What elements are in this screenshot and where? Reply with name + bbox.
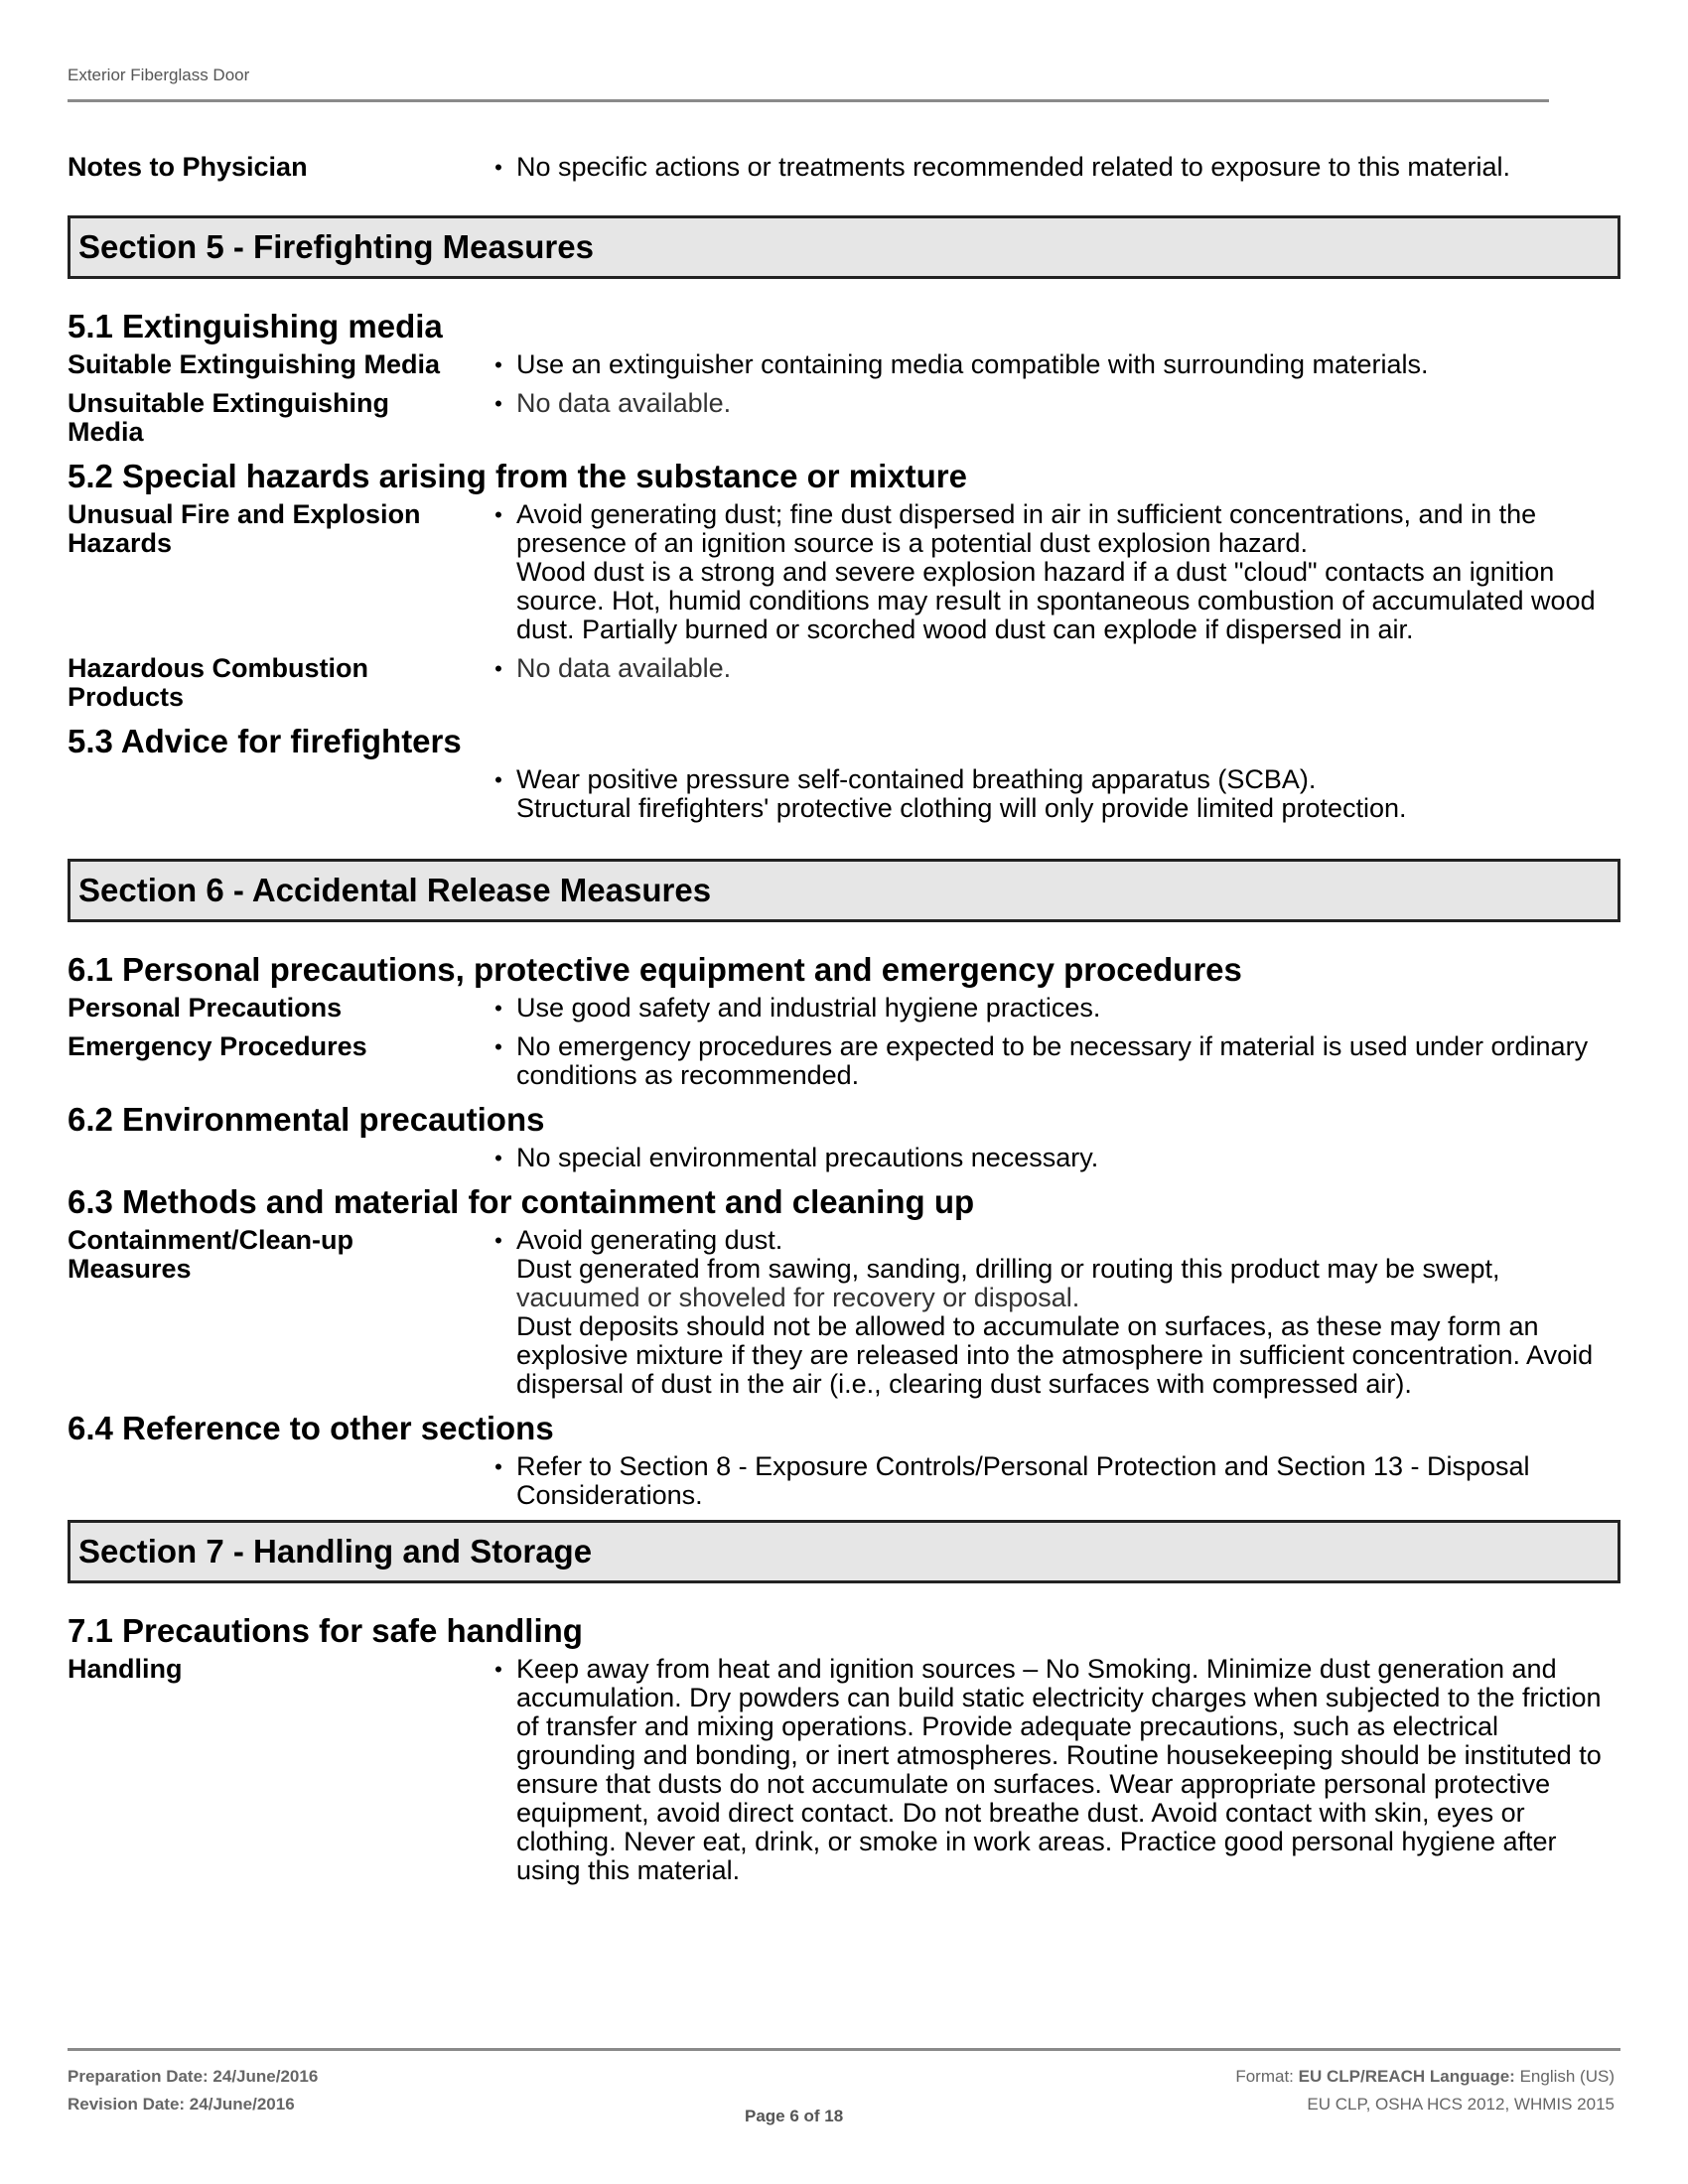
bullet-icon: • (494, 352, 502, 377)
label-line: Hazards (68, 528, 173, 558)
paragraph: Structural firefighters' protective clothing will only provide limited protection. (516, 793, 1407, 823)
label-line: Unsuitable Extinguishing (68, 388, 390, 418)
unsuitable-media-row (68, 389, 1620, 447)
field-label (68, 654, 481, 712)
label-line: Products (68, 682, 185, 712)
document-body (68, 153, 1620, 1895)
label-line: Unusual Fire and Explosion (68, 499, 421, 529)
field-label (68, 1226, 481, 1399)
field-label (68, 500, 481, 644)
label-line: Containment/Clean-up (68, 1225, 353, 1255)
bullet-icon: • (494, 155, 502, 180)
format-label: Format: (1235, 2067, 1294, 2086)
paragraph: Avoid generating dust. (516, 1225, 783, 1255)
subsection-5-3-heading: 5.3 Advice for firefighters (68, 723, 462, 759)
field-value: No special environmental precautions necessary. (516, 1143, 1099, 1172)
sds-page (68, 0, 1620, 2184)
reference-sections-row (68, 1452, 1620, 1510)
label-line: Hazardous Combustion (68, 653, 369, 683)
subsection-5-2-heading: 5.2 Special hazards arising from the substance or mixture (68, 458, 967, 494)
suitable-media-row (68, 350, 1620, 379)
header-divider (68, 99, 1549, 102)
field-value: No data available. (516, 388, 732, 418)
bullet-icon: • (494, 1146, 502, 1170)
format-language-line (1235, 2063, 1615, 2091)
bullet-icon: • (494, 1228, 502, 1253)
bullet-icon: • (494, 767, 502, 792)
subsection-7-1-heading: 7.1 Precautions for safe handling (68, 1612, 583, 1649)
personal-precautions-row (68, 994, 1620, 1023)
combustion-products-row (68, 654, 1620, 712)
paragraph: Dust deposits should not be allowed to accumulate on surfaces, as these may form an explosive mixture if they are released into the atmosphere in sufficient concentration. Avoid dispersal of dust in the air (i.e., clearing dust surfaces with compressed air). (516, 1311, 1594, 1399)
containment-row (68, 1226, 1620, 1399)
footer-divider (68, 2048, 1620, 2051)
bullet-icon: • (494, 1454, 502, 1479)
language-value: English (US) (1519, 2067, 1615, 2086)
field-value (516, 500, 1620, 644)
emergency-procedures-row (68, 1032, 1620, 1090)
footer-format-info (1235, 2063, 1615, 2118)
field-label-empty (68, 1144, 481, 1172)
field-value: No data available. (516, 653, 732, 683)
regulations-line: EU CLP, OSHA HCS 2012, WHMIS 2015 (1307, 2095, 1615, 2114)
notes-to-physician-row (68, 153, 1620, 182)
document-header-title: Exterior Fiberglass Door (68, 66, 250, 84)
field-label (68, 389, 481, 447)
subsection-6-4-heading: 6.4 Reference to other sections (68, 1410, 554, 1446)
subsection-5-1-heading: 5.1 Extinguishing media (68, 308, 443, 344)
field-value: Refer to Section 8 - Exposure Controls/Personal Protection and Section 13 - Disposal Considerations. (516, 1451, 1530, 1510)
firefighter-advice-row (68, 765, 1620, 823)
unusual-hazards-row (68, 500, 1620, 644)
paragraph: Avoid generating dust; fine dust dispersed in air in sufficient concentrations, and in the presence of an ignition source is a potential dust explosion hazard. (516, 499, 1537, 558)
handling-row (68, 1655, 1620, 1885)
bullet-icon: • (494, 502, 502, 527)
section-6-header: Section 6 - Accidental Release Measures (68, 859, 1620, 922)
field-label-empty (68, 765, 481, 823)
label-line: Measures (68, 1254, 192, 1284)
field-value (516, 765, 1620, 823)
bullet-icon: • (494, 656, 502, 681)
bullet-icon: • (494, 391, 502, 416)
field-value (516, 1226, 1620, 1399)
subsection-6-2-heading: 6.2 Environmental precautions (68, 1101, 545, 1138)
bullet-icon: • (494, 996, 502, 1021)
page-number: Page 6 of 18 (745, 2107, 844, 2125)
footer-dates (68, 2063, 318, 2118)
subsection-6-1-heading: 6.1 Personal precautions, protective equipment and emergency procedures (68, 951, 1242, 988)
field-label: Notes to Physician (68, 152, 308, 182)
field-value: Keep away from heat and ignition sources – No Smoking. Minimize dust generation and accumulation. Dry powders can build static electricity charges when subjected to the friction of transfer and mixing operations. Provide adequate precautions, such as electrical grounding and bonding, or inert atmospheres. Routine housekeeping should be instituted to ensure that dusts do not accumulate on surfaces. Wear appropriate personal protective equipment, avoid direct contact. Do not breathe dust. Avoid contact with skin, eyes or clothing. Never eat, drink, or smoke in work areas. Practice good personal hygiene after using this material. (516, 1654, 1602, 1885)
paragraph: Wear positive pressure self-contained breathing apparatus (SCBA). (516, 764, 1317, 794)
paragraph: Wood dust is a strong and severe explosion hazard if a dust "cloud" contacts an ignition source. Hot, humid conditions may result in spontaneous combustion of accumulated wood dust. Partially burned or scorched wood dust can explode if dispersed in air. (516, 557, 1596, 644)
field-label: Suitable Extinguishing Media (68, 349, 441, 379)
preparation-date: Preparation Date: 24/June/2016 (68, 2067, 319, 2086)
language-label: Language: (1429, 2067, 1515, 2086)
field-label: Personal Precautions (68, 993, 343, 1023)
section-5-header: Section 5 - Firefighting Measures (68, 215, 1620, 279)
bullet-icon: • (494, 1034, 502, 1059)
subsection-6-3-heading: 6.3 Methods and material for containment and cleaning up (68, 1183, 975, 1220)
field-label: Handling (68, 1654, 183, 1684)
paragraph: vacuumed or shoveled for recovery or disposal. (516, 1283, 1080, 1312)
field-value: Use an extinguisher containing media compatible with surrounding materials. (516, 349, 1429, 379)
field-label-empty (68, 1452, 481, 1510)
bullet-icon: • (494, 1657, 502, 1682)
field-value: No emergency procedures are expected to be necessary if material is used under ordinary conditions as recommended. (516, 1031, 1589, 1090)
label-line: Media (68, 417, 144, 447)
field-label: Emergency Procedures (68, 1031, 367, 1061)
revision-date: Revision Date: 24/June/2016 (68, 2095, 295, 2114)
section-7-header: Section 7 - Handling and Storage (68, 1520, 1620, 1583)
field-value: Use good safety and industrial hygiene practices. (516, 993, 1101, 1023)
format-value: EU CLP/REACH (1298, 2067, 1426, 2086)
environmental-precautions-row (68, 1144, 1620, 1172)
field-value: No specific actions or treatments recommended related to exposure to this material. (516, 152, 1510, 182)
paragraph: Dust generated from sawing, sanding, drilling or routing this product may be swept, (516, 1254, 1500, 1284)
